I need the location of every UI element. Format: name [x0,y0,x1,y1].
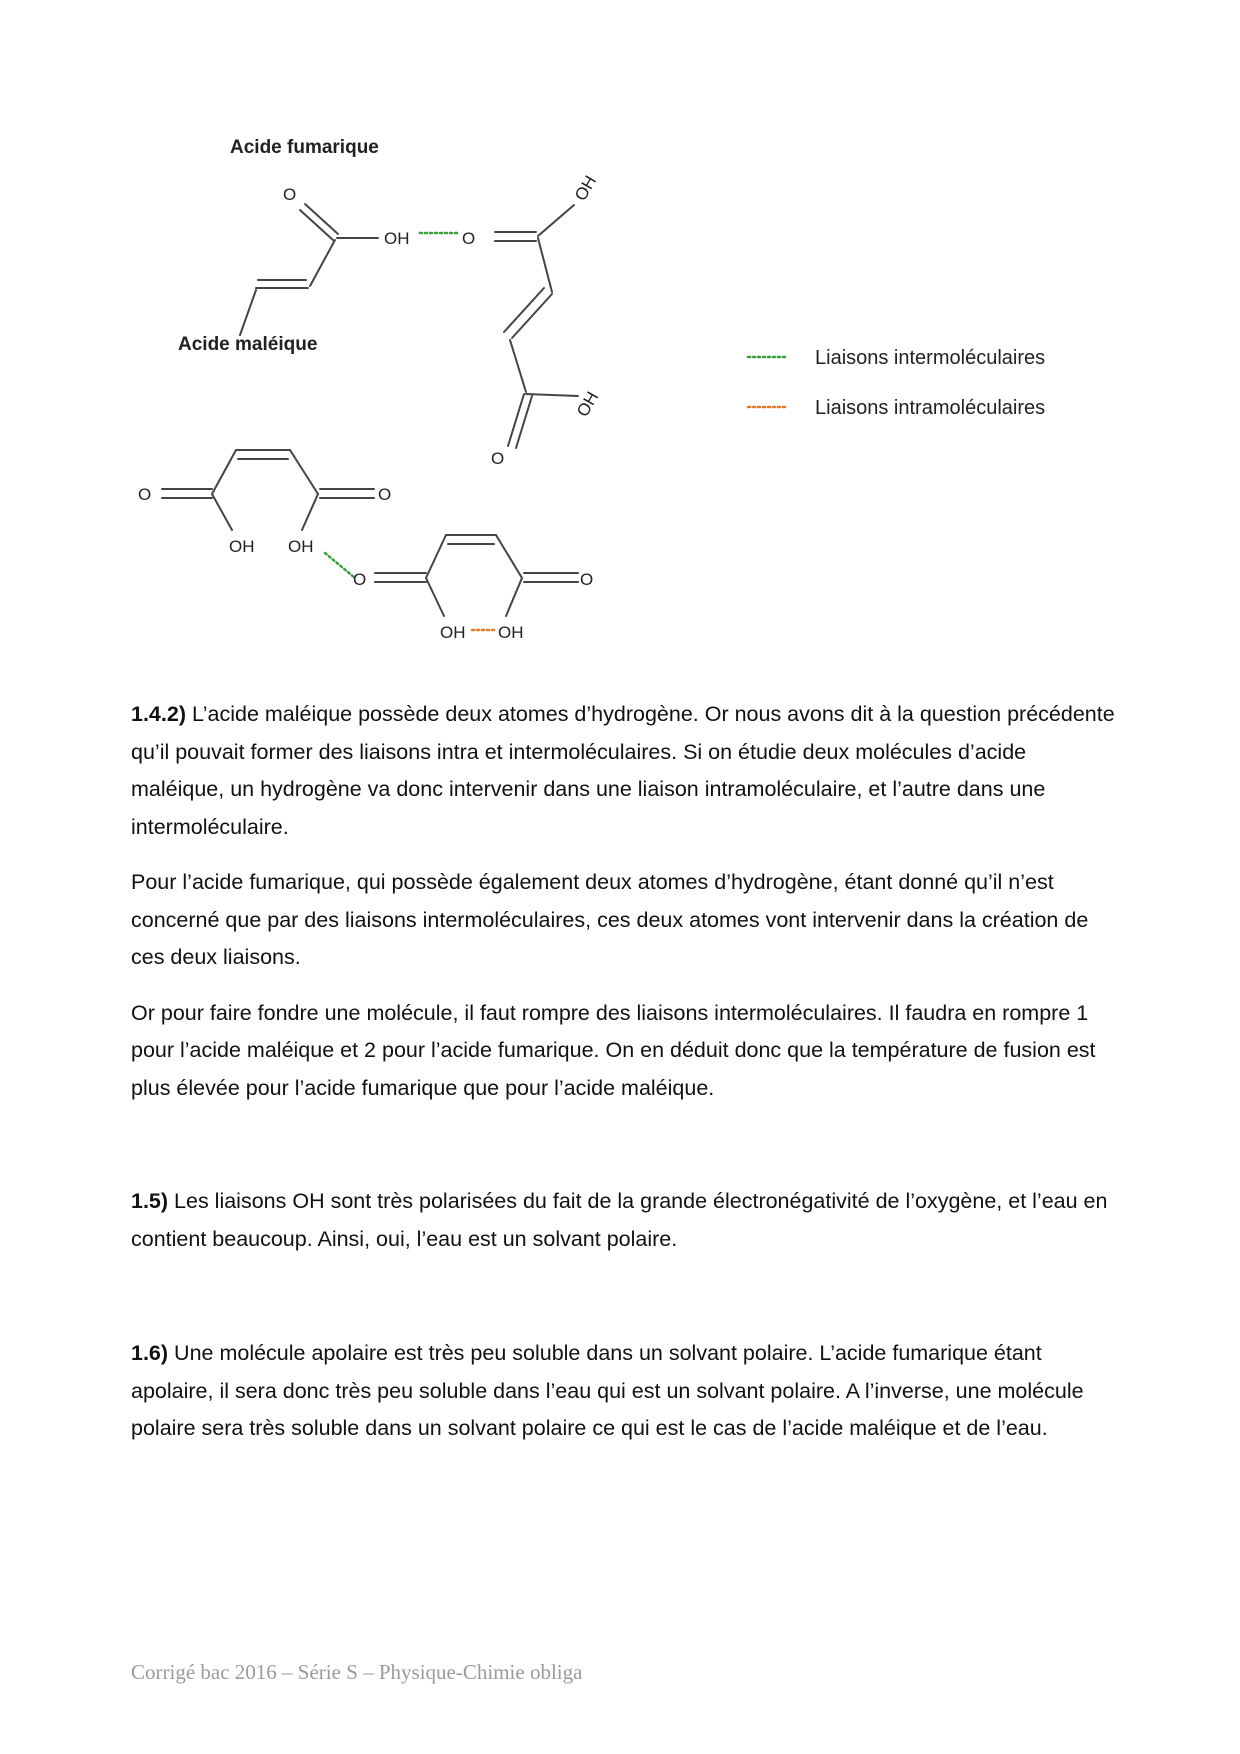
atom-o: O [462,229,476,248]
atom-oh: OH [384,229,410,248]
section-number: 1.4.2) [131,702,186,726]
section-number: 1.5) [131,1189,169,1213]
molecule-diagram [0,0,1240,680]
paragraph-text: Une molécule apolaire est très peu soluble dans un solvant polaire. L’acide fumarique étant apolaire, il sera donc très peu soluble dans l’eau qui est un solvant polaire. A l’inverse, une molécule polaire sera très soluble dans un solvant polaire ce qui est le cas de l’acide maléique et de l’eau. [131,1341,1084,1440]
paragraph [131,696,1121,846]
section-number: 1.6) [131,1341,169,1365]
paragraph [131,1335,1121,1448]
paragraph-text: Les liaisons OH sont très polarisées du fait de la grande électronégativité de l’oxygène, et l’eau en contient beaucoup. Ainsi, oui, l’eau est un solvant polaire. [131,1189,1108,1251]
atom-oh: OH [498,623,524,642]
paragraph-text: L’acide maléique possède deux atomes d’hydrogène. Or nous avons dit à la question précédente qu’il pouvait former des liaisons intra et intermoléculaires. Si on étudie deux molécules d’acide maléique, un hydrogène va donc intervenir dans une liaison intramoléculaire, et l’autre dans une intermoléculaire. [131,702,1115,839]
atom-o: O [378,485,392,504]
atom-o: O [138,485,152,504]
section-1-6 [131,1335,1121,1466]
label-acide-fumarique: Acide fumarique [230,137,379,158]
atom-o: O [491,449,505,468]
atom-oh: OH [571,172,601,204]
paragraph: Pour l’acide fumarique, qui possède également deux atomes d’hydrogène, étant donné qu’il n’est concerné que par des liaisons intermoléculaires, ces deux atomes vont intervenir dans la création de ces deux liaisons. [131,870,1089,969]
atom-oh: OH [288,537,314,556]
atom-oh: OH [573,388,603,420]
atom-oh: OH [440,623,466,642]
section-1-5 [131,1183,1121,1276]
page-footer: Corrigé bac 2016 – Série S – Physique-Chimie obliga [131,1660,583,1684]
atom-o: O [353,570,367,589]
paragraph [131,1183,1121,1258]
legend-intramoleculaires: Liaisons intramoléculaires [815,397,1046,419]
atom-oh: OH [229,537,255,556]
molecule-figure [0,0,1240,680]
label-acide-maleique: Acide maléique [178,334,318,355]
section-1-4-2 [131,696,1121,1125]
paragraph: Or pour faire fondre une molécule, il faut rompre des liaisons intermoléculaires. Il faudra en rompre 1 pour l’acide maléique et 2 pour l’acide fumarique. On en déduit donc que la température de fusion est plus élevée pour l’acide fumarique que pour l’acide maléique. [131,1000,1096,1100]
atom-o: O [580,570,594,589]
atom-o: O [283,185,297,204]
legend-intermoleculaires: Liaisons intermoléculaires [815,347,1046,369]
